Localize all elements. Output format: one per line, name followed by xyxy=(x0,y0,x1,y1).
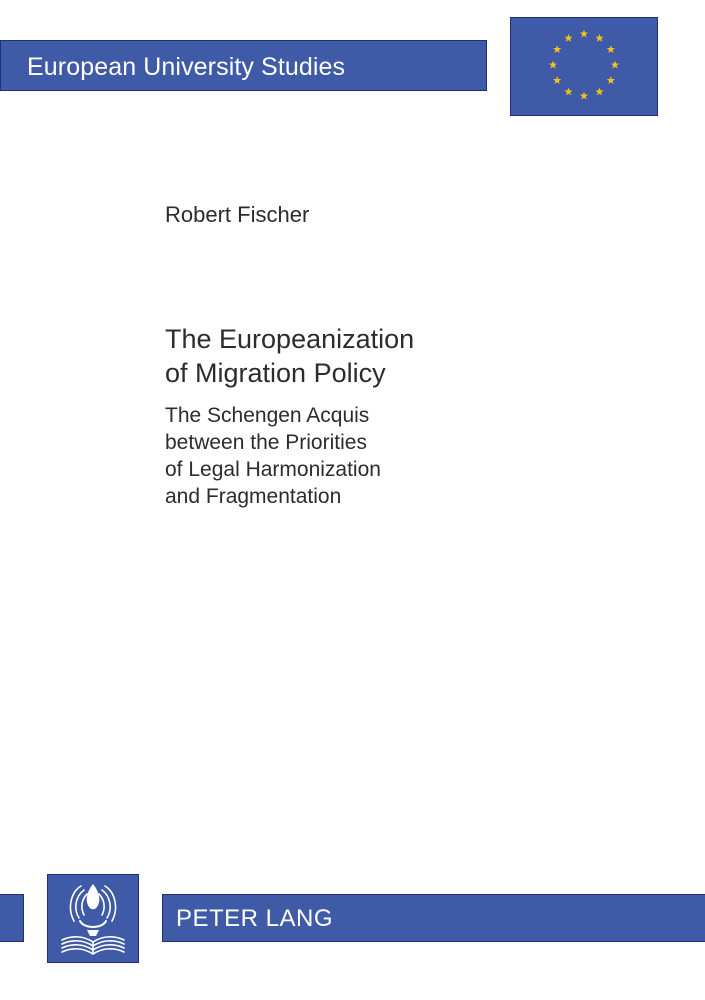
peter-lang-logo-icon xyxy=(47,874,139,963)
star-icon xyxy=(553,45,561,53)
star-icon xyxy=(564,87,572,95)
author-name: Robert Fischer xyxy=(165,202,310,227)
star-icon xyxy=(607,45,615,53)
star-icon xyxy=(549,61,557,69)
star-icon xyxy=(564,34,572,42)
star-icon xyxy=(580,92,588,100)
series-title: European University Studies xyxy=(27,53,346,81)
star-icon xyxy=(580,30,588,38)
book-title-line: of Migration Policy xyxy=(165,358,386,388)
star-icon xyxy=(595,87,603,95)
star-icon xyxy=(553,76,561,84)
book-subtitle-line: and Fragmentation xyxy=(165,485,342,508)
star-icon xyxy=(611,61,619,69)
book-subtitle-line: of Legal Harmonization xyxy=(165,458,381,481)
book-subtitle-line: The Schengen Acquis xyxy=(165,404,370,427)
eu-flag-icon xyxy=(510,17,658,116)
publisher-name: PETER LANG xyxy=(176,905,334,932)
star-icon xyxy=(607,76,615,84)
star-icon xyxy=(595,34,603,42)
book-subtitle-line: between the Priorities xyxy=(165,431,367,454)
publisher-band-left xyxy=(0,894,24,942)
book-title xyxy=(165,322,414,390)
book-subtitle xyxy=(165,402,381,510)
book-title-line: The Europeanization xyxy=(165,324,415,354)
